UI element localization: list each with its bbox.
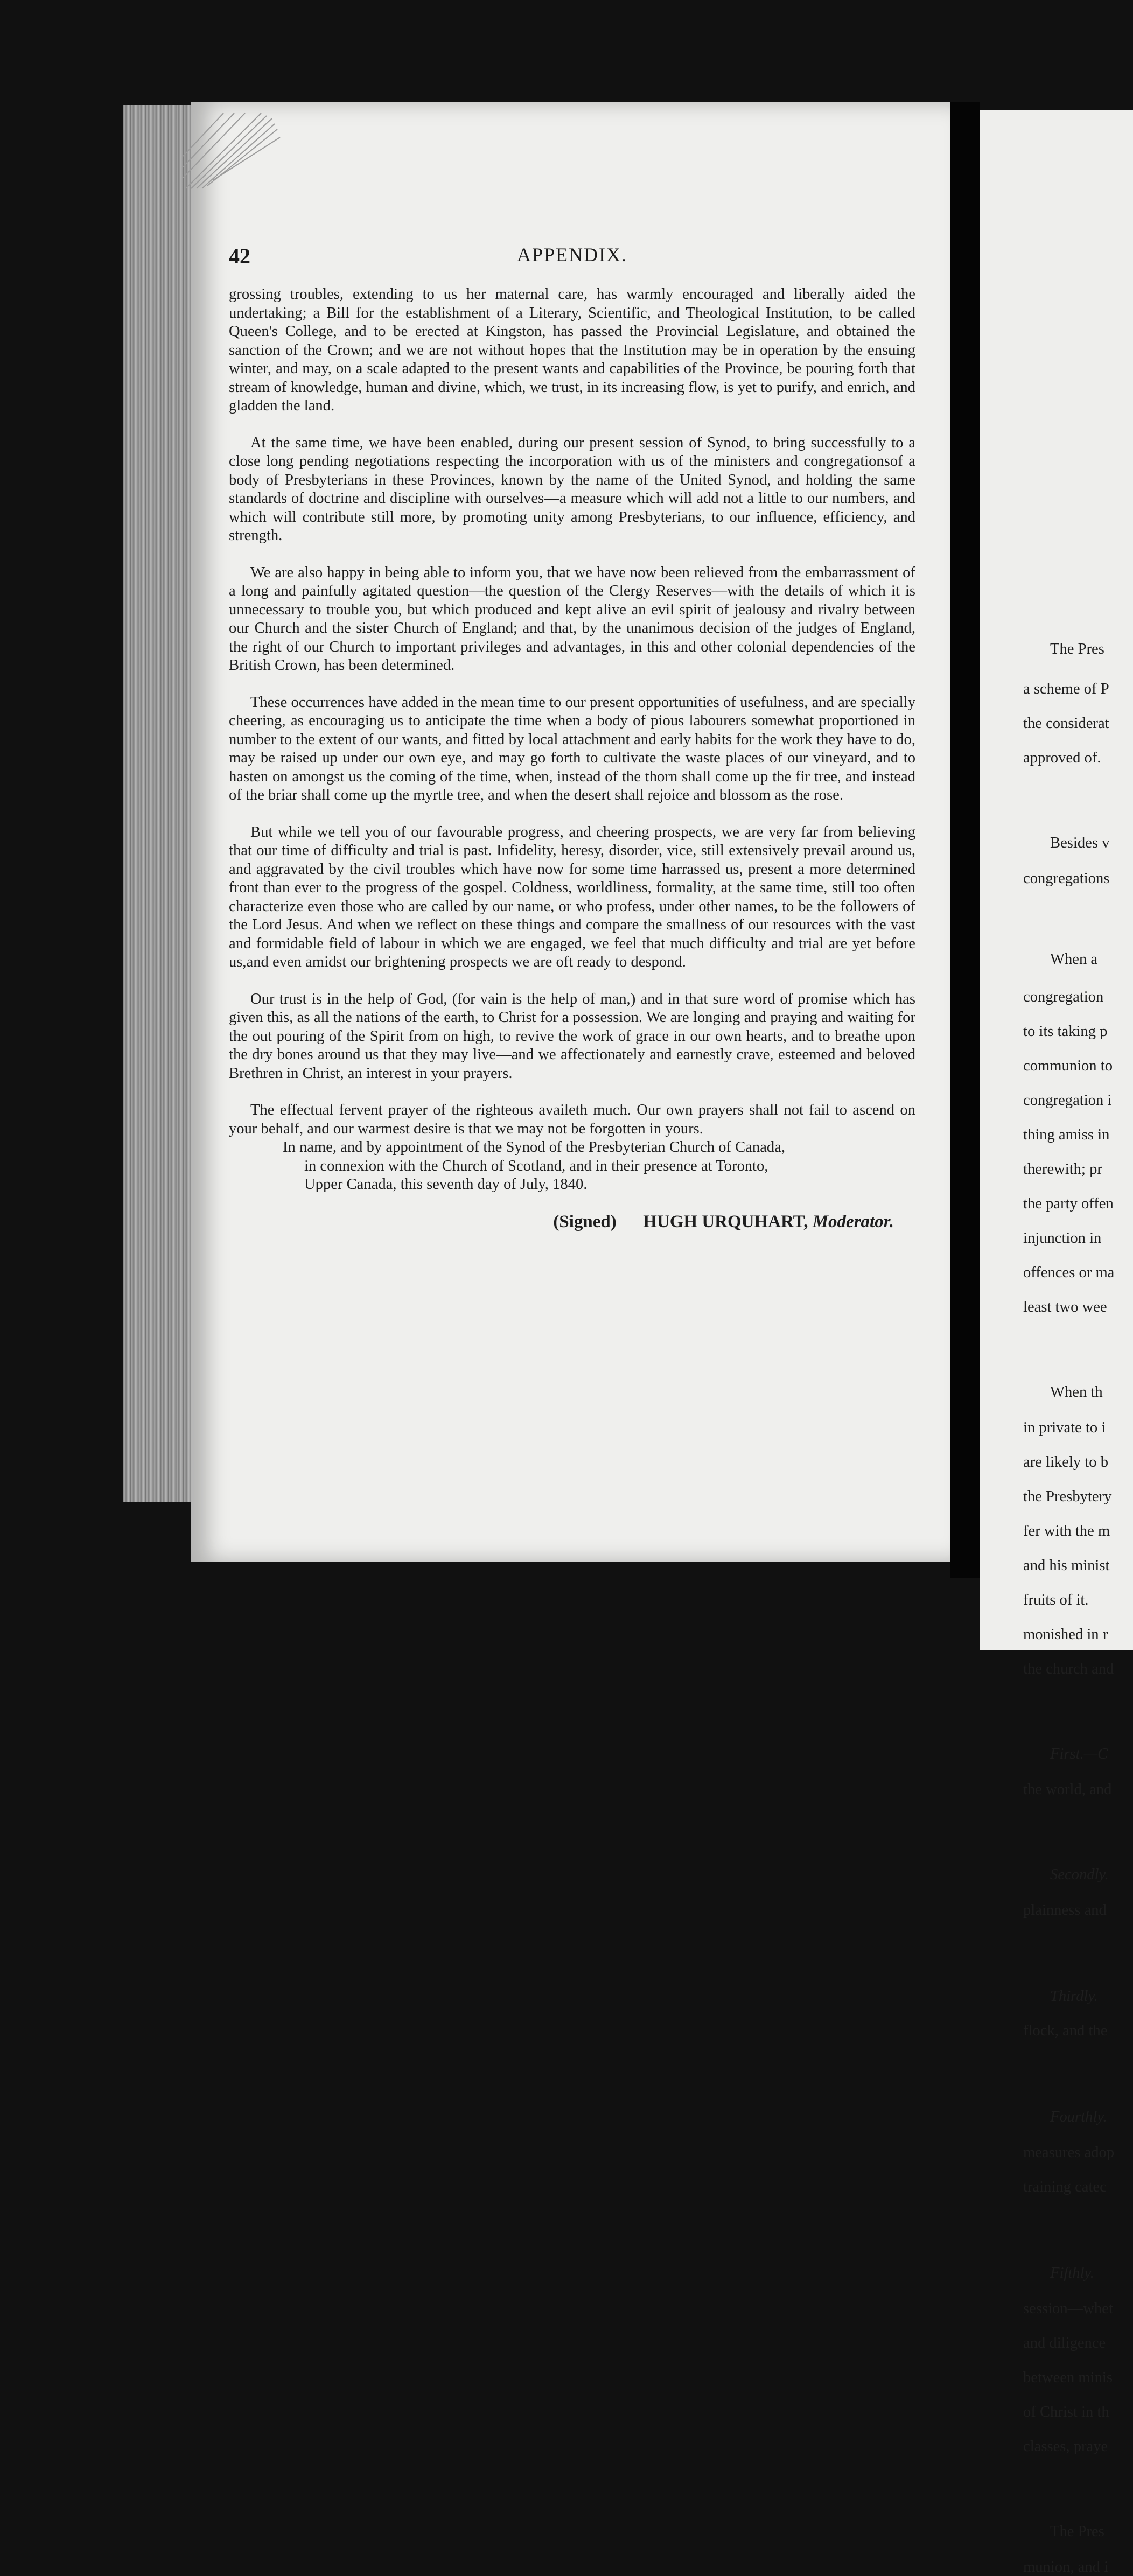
right-page-line: Thirdly. [1050, 1988, 1098, 2005]
paragraph: We are also happy in being able to inform you, that we have now been relieved from the embarrassment of a long and painfully agitated question—the question of the Clergy Reserves—with the details of which it is unnecessary to trouble you, but which produced and kept alive an evil spirit of jealousy and rivalry between our Church and the sister Church of England; and that, by the unanimous decision of the judges of England, the right of our Church to important privileges and advantages, in this and other colonial dependencies of the British Crown, has been determined. [229, 564, 915, 674]
right-page-line: injunction in [1023, 1230, 1102, 1247]
right-page-line: least two wee [1023, 1299, 1107, 1315]
right-page-line: training catec [1023, 2179, 1107, 2195]
signer-title: Moderator. [812, 1212, 894, 1231]
paragraph: grossing troubles, extending to us her maternal care, has warmly encouraged and liberally aided the undertaking; a Bill for the establishment of a Literary, Scientific, and Theological Institution, to be called Queen's College, and to be erected at Kingston, has passed the Provincial Legislature, and obtained the sanction of the Crown; and we are not without hopes that the Institution may be in operation by the ensuing winter, and may, on a scale adapted to the present wants and capabilities of the Province, be pouring forth that stream of knowledge, human and divine, which, we trust, in its increasing flow, is yet to purify, and enrich, and gladden the land. [229, 286, 915, 414]
right-page-line: congregations [1023, 870, 1110, 887]
right-page-line: monished in r [1023, 1626, 1108, 1643]
appointment-line: In name, and by appointment of the Synod of the Presbyterian Church of Canada, [283, 1139, 786, 1156]
paragraph: But while we tell you of our favourable progress, and cheering prospects, we are very far from believing that our time of difficulty and trial is past. Infidelity, heresy, disorder, vice, still extensively prevail around us, and aggravated by the civil troubles which have now for some time harrassed us, present a more determined front than ever to the progress of the gospel. Coldness, worldliness, formality, at the same time, still too often characterize even those who are called by our name, or who profess, under other names, to be the followers of the Lord Jesus. And when we reflect on these things and compare the smallness of our resources with the vast and formidable field of labour in which we are engaged, we feel that much difficulty and trial are yet before us,and even amidst our brightening prospects we are oft ready to despond. [229, 823, 915, 970]
right-page-line: to its taking p [1023, 1023, 1108, 1040]
right-page-line: in private to i [1023, 1419, 1106, 1436]
signer-name: HUGH URQUHART, [643, 1212, 808, 1231]
right-page-line: flock, and the [1023, 2022, 1108, 2039]
appendix-text [229, 285, 915, 1231]
paragraph: The effectual fervent prayer of the righteous availeth much. Our own prayers shall not fail to ascend on your behalf, and our warmest desire is that we may not be forgotten in yours. [229, 1102, 915, 1137]
right-page-line: When a [1050, 951, 1098, 968]
right-page-line: the party offen [1023, 1195, 1114, 1212]
right-page-line: therewith; pr [1023, 1161, 1102, 1178]
right-page-line: thing amiss in [1023, 1126, 1110, 1143]
right-page-line: plainness and [1023, 1902, 1107, 1919]
right-page-line: the church and [1023, 1661, 1114, 1677]
right-page-line: The Pres [1050, 641, 1104, 657]
right-page-line: congregation [1023, 989, 1104, 1005]
right-page-line: offences or ma [1023, 1264, 1115, 1281]
right-page-line: are likely to b [1023, 1454, 1109, 1471]
right-page-line: session—whet [1023, 2300, 1113, 2317]
page-header [229, 243, 915, 276]
page-number: 42 [229, 244, 250, 268]
book-page-edges [123, 105, 193, 1502]
paragraph: These occurrences have added in the mean time to our present opportunities of usefulness, and are specially cheering, as encouraging us to anticipate the time when a body of pious labourers somewhat proportioned in number to the extent of our wants, and fitted by local attachment and early habits for the work they have to do, may be raised up under our own eye, and may go forth to cultivate the waste places of our vineyard, and to hasten on amongst us the coming of the time, when, instead of the thorn shall come up the fir tree, and instead of the briar shall come up the myrtle tree, and when the desert shall rejoice and blossom as the rose. [229, 694, 915, 803]
paragraph: Our trust is in the help of God, (for vain is the help of man,) and in that sure word of promise which has given this, as all the nations of the earth, to Christ for a possession. We are longing and praying and waiting for the out pouring of the Spirit from on high, to revive the work of grace in our own hearts, and to breathe upon the dry bones around us that they may live—and we affectionately and earnestly crave, esteemed and beloved Brethren in Christ, an interest in your prayers. [229, 990, 915, 1082]
paragraph: At the same time, we have been enabled, during our present session of Synod, to bring successfully to a close long pending negotiations respecting the incorporation with us of the ministers and congregationsof a body of Presbyterians in these Provinces, known by the name of the United Synod, and holding the same standards of doctrine and discipline with ourselves—a measure which will add not a little to our numbers, and which will contribute still more, by promoting unity among Presbyterians, to our influence, efficiency, and strength. [229, 434, 915, 544]
signed-label: (Signed) [553, 1212, 617, 1231]
right-page-line: a scheme of P [1023, 681, 1109, 697]
folded-corner [180, 108, 288, 194]
appointment-statement [229, 1138, 915, 1194]
right-page-line: the world, and [1023, 1781, 1112, 1798]
right-page-line: munion, and i [1023, 2559, 1109, 2575]
right-page-line: approved of. [1023, 750, 1101, 766]
right-page-line: the Presbytery [1023, 1488, 1112, 1505]
signature [229, 1213, 915, 1231]
right-page-line: between minis [1023, 2369, 1113, 2386]
right-page-line: Fourthly. [1050, 2109, 1107, 2125]
right-page-line: communion to [1023, 1058, 1113, 1074]
right-page-line: and diligence [1023, 2335, 1106, 2351]
right-page-line: of Christ in th [1023, 2404, 1109, 2420]
right-page-line: measures adop [1023, 2144, 1115, 2161]
right-page-line: First.—C [1050, 1746, 1108, 1762]
right-page-line: When th [1050, 1384, 1103, 1401]
running-head: APPENDIX. [516, 244, 627, 265]
right-page-line: Besides v [1050, 835, 1110, 851]
right-page-line: congregation i [1023, 1092, 1112, 1109]
book-gutter [950, 102, 980, 1578]
right-page-line: fruits of it. [1023, 1592, 1089, 1608]
right-page [980, 110, 1133, 2575]
right-page-line: classes, praye [1023, 2438, 1108, 2455]
appointment-line: in connexion with the Church of Scotland, and in their presence at Toronto, [304, 1157, 768, 1174]
right-page-line: the considerat [1023, 715, 1109, 732]
right-page-line: Fifthly. [1050, 2265, 1094, 2281]
right-page-line: The Pres [1050, 2523, 1104, 2540]
right-page-line: fer with the m [1023, 1523, 1110, 1539]
appointment-line: Upper Canada, this seventh day of July, 1840. [304, 1176, 588, 1193]
right-page-line: Secondly. [1050, 1866, 1109, 1883]
right-page-line: and his minist [1023, 1557, 1110, 1574]
